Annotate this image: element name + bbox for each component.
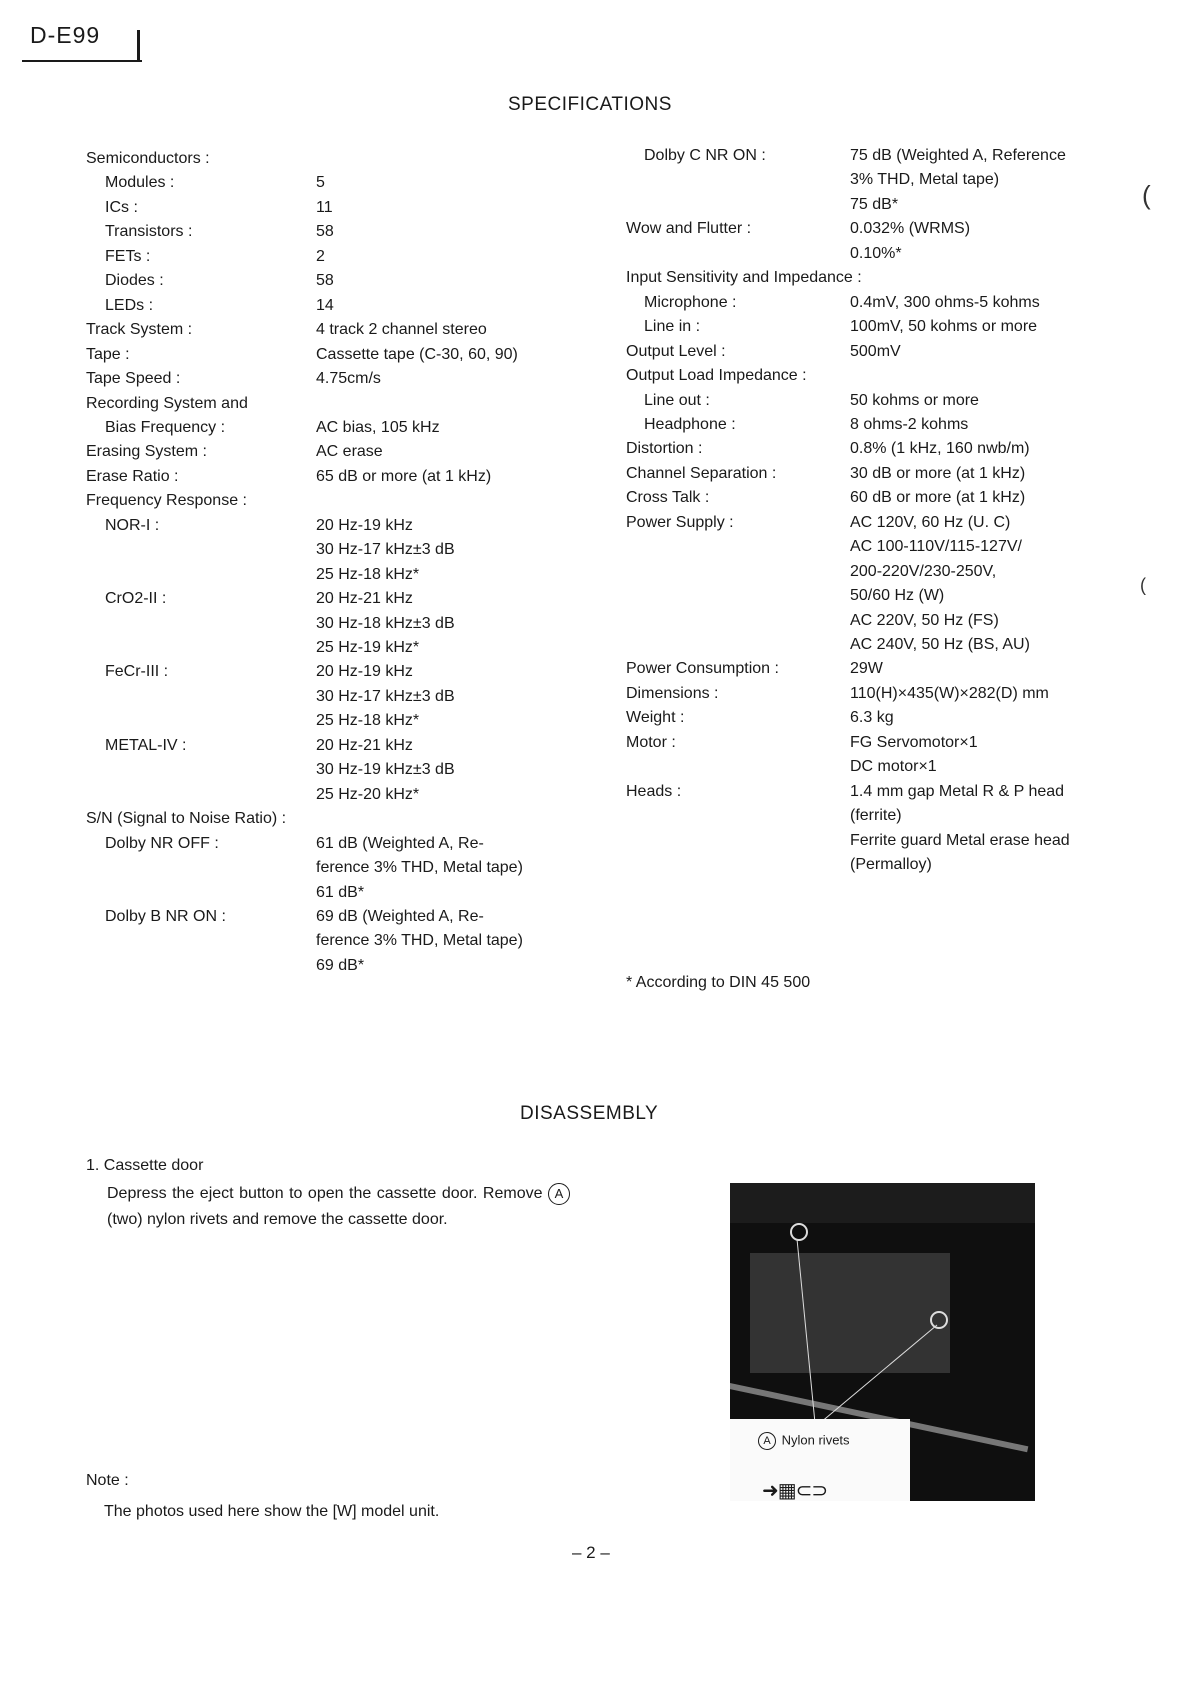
- spec-value: (Permalloy): [850, 856, 932, 874]
- marker-a-icon: A: [758, 1432, 776, 1450]
- spec-value: 500mV: [850, 342, 901, 360]
- spec-value: 69 dB (Weighted A, Re-: [316, 907, 484, 925]
- spec-label: LEDs :: [105, 296, 154, 314]
- spec-value: 3% THD, Metal tape): [850, 171, 1000, 189]
- spec-label: FeCr-III :: [105, 663, 169, 681]
- spec-value: (ferrite): [850, 807, 902, 825]
- spec-label: FETs :: [105, 247, 151, 265]
- spec-value: 6.3 kg: [850, 709, 894, 727]
- spec-label: Bias Frequency :: [105, 418, 226, 436]
- spec-value: 200-220V/230-250V,: [850, 562, 997, 580]
- spec-value: Ferrite guard Metal erase head: [850, 831, 1070, 849]
- spec-value: 20 Hz-21 kHz: [316, 736, 413, 754]
- spec-value: 20 Hz-19 kHz: [316, 663, 413, 681]
- spec-label: CrO2-II :: [105, 590, 167, 608]
- spec-label: Power Consumption :: [626, 660, 779, 678]
- spec-label: Headphone :: [644, 415, 736, 433]
- spec-value: 20 Hz-19 kHz: [316, 516, 413, 534]
- spec-value: 30 Hz-19 kHz±3 dB: [316, 761, 455, 779]
- spec-value: 50 kohms or more: [850, 391, 979, 409]
- model-number: D-E99: [30, 22, 101, 48]
- spec-value: 0.10%*: [850, 244, 902, 262]
- step-cassette-door-title: 1. Cassette door: [86, 1157, 204, 1174]
- spec-value: AC 120V, 60 Hz (U. C): [850, 513, 1011, 531]
- spec-label: Motor :: [626, 733, 676, 751]
- spec-value: 2: [316, 247, 325, 265]
- spec-label: Microphone :: [644, 293, 737, 311]
- scan-speck-icon: (: [1140, 575, 1146, 595]
- spec-value: AC bias, 105 kHz: [316, 418, 440, 436]
- note-title: Note :: [86, 1472, 129, 1489]
- spec-label: Frequency Response :: [86, 492, 247, 510]
- spec-value: 8 ohms-2 kohms: [850, 415, 969, 433]
- spec-label: Erasing System :: [86, 443, 207, 461]
- spec-label: Tape :: [86, 345, 130, 363]
- spec-label: Input Sensitivity and Impedance :: [626, 269, 862, 287]
- spec-label: Recording System and: [86, 394, 248, 412]
- spec-value: 75 dB (Weighted A, Reference: [850, 147, 1066, 164]
- nylon-rivets-text: Nylon rivets: [781, 1432, 850, 1448]
- spec-label: Weight :: [626, 709, 685, 727]
- spec-label: Wow and Flutter :: [626, 220, 752, 238]
- spec-label: Tape Speed :: [86, 370, 181, 388]
- spec-value: 0.032% (WRMS): [850, 220, 971, 238]
- spec-label: Line out :: [644, 391, 710, 409]
- spec-label: NOR-I :: [105, 516, 160, 534]
- spec-value: DC motor×1: [850, 758, 937, 776]
- spec-value: FG Servomotor×1: [850, 733, 978, 751]
- spec-label: METAL-IV :: [105, 736, 187, 754]
- spec-label: Output Load Impedance :: [626, 367, 807, 385]
- spec-value: 29W: [850, 660, 883, 678]
- spec-label: Heads :: [626, 782, 682, 800]
- page-number: – 2 –: [572, 1543, 610, 1562]
- spec-value: 25 Hz-20 kHz*: [316, 785, 420, 803]
- spec-label: Output Level :: [626, 342, 726, 360]
- spec-value: 75 dB*: [850, 195, 899, 213]
- spec-label: Channel Separation :: [626, 464, 777, 482]
- spec-value: 30 Hz-17 kHz±3 dB: [316, 541, 455, 559]
- spec-value: 69 dB*: [316, 956, 365, 974]
- spec-value: AC 100-110V/115-127V/: [850, 538, 1022, 556]
- spec-label: Distortion :: [626, 440, 703, 458]
- spec-value: AC 240V, 50 Hz (BS, AU): [850, 636, 1030, 653]
- spec-value: 61 dB (Weighted A, Re-: [316, 834, 484, 852]
- spec-label: Power Supply :: [626, 513, 734, 531]
- spec-value: 5: [316, 174, 325, 192]
- spec-value: 110(H)×435(W)×282(D) mm: [850, 684, 1049, 702]
- din-footnote: * According to DIN 45 500: [626, 974, 811, 991]
- spec-value: 30 Hz-17 kHz±3 dB: [316, 687, 455, 705]
- step-text-part-b: (two) nylon rivets and remove the cassette door.: [107, 1211, 448, 1228]
- spec-value: 100mV, 50 kohms or more: [850, 318, 1038, 336]
- spec-label: ICs :: [105, 198, 138, 216]
- spec-value: 25 Hz-18 kHz*: [316, 565, 420, 583]
- spec-label: Dolby NR OFF :: [105, 834, 219, 852]
- scan-speck-icon: (: [1142, 180, 1151, 210]
- spec-value: ference 3% THD, Metal tape): [316, 932, 523, 950]
- spec-value: 25 Hz-19 kHz*: [316, 639, 420, 656]
- spec-label: Erase Ratio :: [86, 467, 179, 485]
- spec-label: Transistors :: [105, 223, 193, 241]
- cassette-deck-photo: [730, 1183, 1035, 1501]
- rivet-removal-icon: ➜▦⊂⊃: [762, 1480, 828, 1502]
- step-text-part-a: Depress the eject button to open the cassette door. Remove: [107, 1185, 543, 1202]
- spec-label: Modules :: [105, 174, 175, 192]
- spec-value: 30 Hz-18 kHz±3 dB: [316, 614, 455, 632]
- spec-value: AC erase: [316, 443, 383, 461]
- spec-value: 25 Hz-18 kHz*: [316, 712, 420, 730]
- spec-value: 61 dB*: [316, 883, 365, 901]
- spec-value: 4.75cm/s: [316, 370, 381, 388]
- spec-value: 1.4 mm gap Metal R & P head: [850, 782, 1065, 800]
- spec-label: Line in :: [644, 318, 701, 336]
- spec-value: 58: [316, 272, 334, 290]
- spec-label: S/N (Signal to Noise Ratio) :: [86, 810, 287, 828]
- spec-label: Track System :: [86, 321, 193, 339]
- step-cassette-door-text: [107, 1181, 572, 1233]
- spec-value: ference 3% THD, Metal tape): [316, 859, 523, 877]
- spec-value: 50/60 Hz (W): [850, 587, 945, 605]
- spec-value: 65 dB or more (at 1 kHz): [316, 467, 492, 485]
- header-mark: [137, 30, 140, 62]
- spec-value: 20 Hz-21 kHz: [316, 590, 413, 608]
- spec-value: 14: [316, 296, 334, 314]
- specifications-title: SPECIFICATIONS: [508, 94, 672, 115]
- spec-value: 0.8% (1 kHz, 160 nwb/m): [850, 440, 1030, 458]
- spec-label: Dolby C NR ON :: [644, 147, 766, 164]
- spec-value: 58: [316, 223, 334, 241]
- spec-value: 4 track 2 channel stereo: [316, 321, 487, 339]
- note-text: The photos used here show the [W] model unit.: [104, 1503, 440, 1520]
- spec-value: 0.4mV, 300 ohms-5 kohms: [850, 293, 1040, 311]
- spec-value: 30 dB or more (at 1 kHz): [850, 464, 1026, 482]
- spec-value: 60 dB or more (at 1 kHz): [850, 489, 1026, 507]
- disassembly-title: DISASSEMBLY: [520, 1103, 659, 1124]
- spec-label: Diodes :: [105, 272, 164, 290]
- spec-label: Dolby B NR ON :: [105, 907, 226, 925]
- spec-value: Cassette tape (C-30, 60, 90): [316, 345, 518, 363]
- spec-label: Semiconductors :: [86, 150, 210, 167]
- marker-a-icon: A: [548, 1183, 570, 1205]
- spec-value: 11: [316, 198, 333, 216]
- header-rule: [22, 60, 142, 62]
- spec-value: AC 220V, 50 Hz (FS): [850, 611, 999, 629]
- spec-label: Cross Talk :: [626, 489, 710, 507]
- spec-label: Dimensions :: [626, 684, 719, 702]
- nylon-rivets-label: [758, 1432, 850, 1450]
- rivet-leader-lines: [730, 1183, 1035, 1501]
